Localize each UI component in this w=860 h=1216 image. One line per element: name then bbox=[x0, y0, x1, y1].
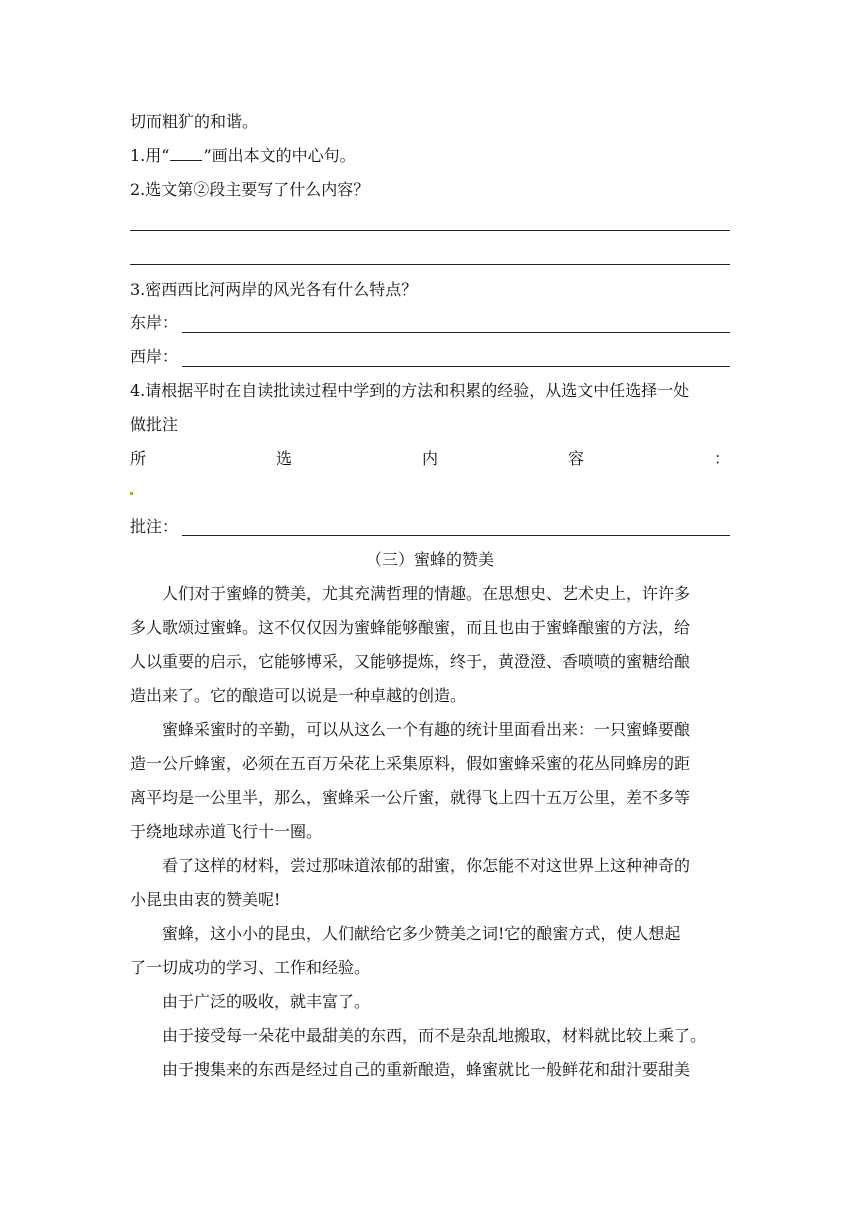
answer-line-q2-1[interactable] bbox=[130, 230, 730, 231]
answer-line-q2-2[interactable] bbox=[130, 264, 730, 265]
para1-line: 人们对于蜜蜂的赞美，尤其充满哲理的情趣。在思想史、艺术史上，许许多 bbox=[162, 584, 691, 603]
east-bank-label: 东岸： bbox=[130, 313, 179, 332]
annotation-answer-line[interactable] bbox=[182, 535, 730, 536]
selected-char: 所 bbox=[130, 449, 147, 468]
west-bank-answer-line[interactable] bbox=[182, 366, 730, 367]
section-title: （三）蜜蜂的赞美 bbox=[365, 550, 494, 569]
para2-line: 离平均是一公里半，那么，蜜蜂采一公斤蜜，就得飞上四十五万公里，差不多等 bbox=[130, 788, 691, 807]
para1-line: 人以重要的启示，它能够博采，又能够提炼，终于，黄澄澄、香喷喷的蜜糖给酿 bbox=[130, 652, 691, 671]
para3-line: 看了这样的材料，尝过那味道浓郁的甜蜜，你怎能不对这世界上这种神奇的 bbox=[162, 856, 691, 875]
annotation-label: 批注： bbox=[130, 517, 179, 536]
para1-line: 造出来了。它的酿造可以说是一种卓越的创造。 bbox=[130, 686, 467, 705]
para4-line: 蜜蜂，这小小的昆虫，人们献给它多少赞美之词!它的酿蜜方式，使人想起 bbox=[162, 924, 681, 943]
question-2: 2.选文第②段主要写了什么内容？ bbox=[130, 180, 370, 199]
para1-line: 多人歌颂过蜜蜂。这不仅仅因为蜜蜂能够酿蜜，而且也由于蜜蜂酿蜜的方法，给 bbox=[130, 618, 691, 637]
passage-tail: 切而粗犷的和谐。 bbox=[130, 112, 259, 131]
para5-line: 由于广泛的吸收，就丰富了。 bbox=[162, 992, 371, 1011]
para7-line: 由于搜集来的东西是经过自己的重新酿造，蜂蜜就比一般鲜花和甜汁要甜美 bbox=[162, 1060, 691, 1079]
question-3: 3.密西西比河两岸的风光各有什么特点？ bbox=[130, 280, 418, 299]
question-1 bbox=[130, 146, 730, 166]
question-1-suffix: ”画出本文的中心句。 bbox=[203, 146, 356, 165]
para2-line: 造一公斤蜂蜜，必须在五百万朵花上采集原料，假如蜜蜂采蜜的花丛同蜂房的距 bbox=[130, 754, 691, 773]
selected-char: 选 bbox=[275, 449, 292, 468]
selected-char: ： bbox=[713, 449, 730, 468]
selected-content-label bbox=[130, 449, 730, 469]
para6-line: 由于接受每一朵花中最甜美的东西，而不是杂乱地搬取，材料就比较上乘了。 bbox=[162, 1026, 707, 1045]
para4-line: 了一切成功的学习、工作和经验。 bbox=[130, 958, 371, 977]
underline-sample bbox=[170, 146, 202, 161]
selected-char: 内 bbox=[421, 449, 438, 468]
selected-char: 容 bbox=[567, 449, 584, 468]
para2-line: 于绕地球赤道飞行十一圈。 bbox=[130, 822, 323, 841]
stray-mark bbox=[130, 492, 133, 495]
question-4-line-1: 4.请根据平时在自读批读过程中学到的方法和积累的经验，从选文中任选择一处 bbox=[130, 381, 690, 400]
para2-line: 蜜蜂采蜜时的辛勤，可以从这么一个有趣的统计里面看出来：一只蜜蜂要酿 bbox=[162, 720, 691, 739]
west-bank-label: 西岸： bbox=[130, 347, 179, 366]
question-1-prefix: 1.用“ bbox=[130, 146, 170, 165]
east-bank-answer-line[interactable] bbox=[182, 332, 730, 333]
question-4-line-2: 做批注 bbox=[130, 415, 179, 434]
para3-line: 小昆虫由衷的赞美呢! bbox=[130, 890, 281, 909]
